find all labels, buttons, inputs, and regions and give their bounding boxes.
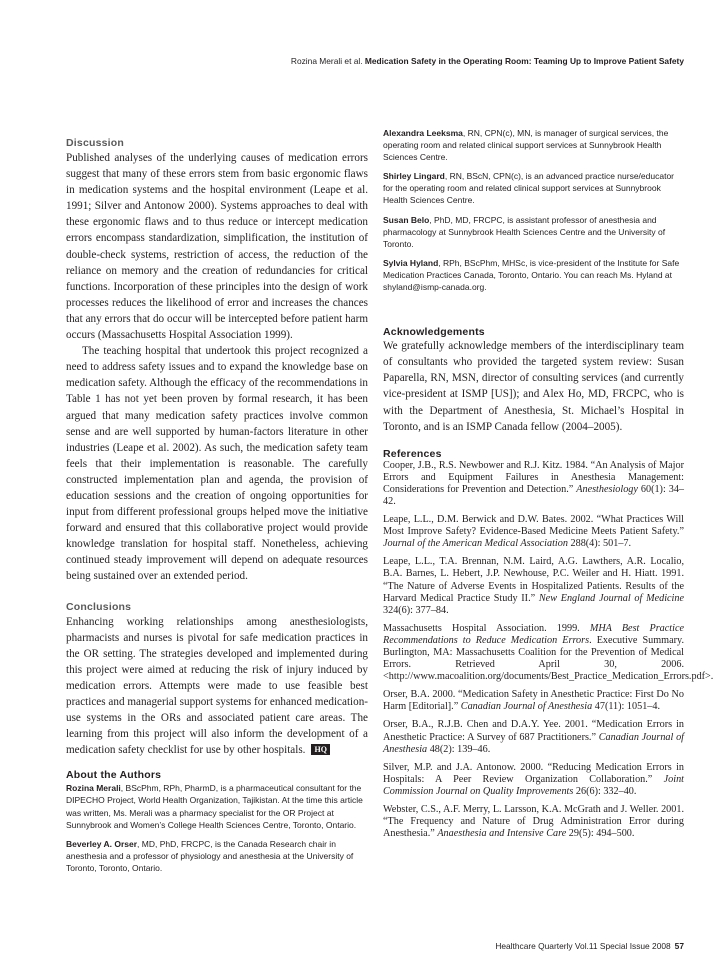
reference-text: . Executive Summary. Burlington, MA: Massachusetts Coalition for the Prevention of Medical Errors. Retrieved April 30, 2006. <http://www.macoalition.org/documents/Best_Practice_Medication_Errors.pdf>. <box>383 634 714 683</box>
acknowledgements-text: We gratefully acknowledge members of the interdisciplinary team of consultants who provided the targeted system review: Susan Paparella, RN, MSN, director of consulting services (and currently vice-president at ISMP [US]); and Alex Ho, MD, FRCPC, who is with the Department of Anesthesia, St. Michael’s Hospital in Toronto, and is an ISMP Canada fellow (2004–2005). <box>383 340 684 433</box>
reference-text: 29(5): 494–500. <box>566 828 635 840</box>
reference-item <box>383 622 714 683</box>
author-name: Beverley A. Orser <box>66 838 138 849</box>
footer-journal: Healthcare Quarterly Vol.11 Special Issue 2008 <box>495 941 671 951</box>
reference-text: Orser, B.A. 2000. “Medication Safety in Anesthetic Practice: First Do No Harm [Editorial].” <box>383 689 684 713</box>
author-bio-text: , RN, BScN, CPN(c), is an advanced practice nurse/educator for the operating room and related clinical support services at Sunnybrook Health Sciences Centre. <box>383 171 674 206</box>
reference-item <box>383 762 684 798</box>
reference-item <box>383 556 684 616</box>
reference-journal: Canadian Journal of Anesthesia <box>383 731 684 755</box>
reference-text: 47(11): 1051–4. <box>592 701 661 713</box>
author-name: Alexandra Leeksma <box>383 128 463 138</box>
author-name: Shirley Lingard <box>383 171 445 182</box>
conclusions-paragraph <box>66 614 368 759</box>
author-bio <box>383 214 684 250</box>
running-head <box>24 56 684 66</box>
conclusions-text: Enhancing working relationships among anesthesiologists, pharmacists and nurses is pivotal for safe medication practices in the OR setting. The strategies developed and implemented during this project were aimed at reducing the risk of injury induced by medication errors. Attempts were made to use feasible best practices and managerial support systems for enhanced medication-use systems in the ORs and associated patient care areas. The learning from this project will also inform the development of a medication safety checklist for use by other hospitals. <box>66 615 368 757</box>
reference-item <box>383 689 684 713</box>
reference-journal: Anaesthesia and Intensive Care <box>437 828 567 840</box>
reference-text: 26(6): 332–40. <box>573 785 637 797</box>
author-bio-text: , PhD, MD, FRCPC, is assistant professor of anesthesia and pharmacology at Sunnybrook Health Sciences Centre and the University of Toronto. <box>383 214 666 249</box>
right-column <box>383 127 714 840</box>
author-bio <box>383 257 684 293</box>
page-number: 57 <box>674 941 684 951</box>
author-bio-text: , BScPhm, RPh, PharmD, is a pharmaceutical consultant for the DIPECHO Project, World Health Organization, Tajikistan. At the time this article was written, Ms. Merali was a pharmacy specialist for the OR Project at Sunnybrook and Women’s College Health Sciences Centre, Toronto, Ontario. <box>66 783 363 830</box>
about-authors-heading: About the Authors <box>66 769 162 782</box>
reference-text: Orser, B.A., R.J.B. Chen and D.A.Y. Yee. 2001. “Medication Errors in Anesthetic Practice: A Survey of 687 Practitioners.” <box>383 719 684 743</box>
discussion-paragraph-1: Published analyses of the underlying causes of medication errors suggest that many of these errors stem from basic ergonomic flaws in medication systems and the hospital environment (Leape et al. 1991; Silver and Antonow 2000). Systems approaches to deal with these ergonomic flaws and to thus reduce or intercept medication errors encompass standardization, simplification, the institution of double-check systems, restriction of access, the reduction of the reliance on memory and the creation of redundancies for critical functions. Incorporation of these principles into the design of work processes reduces the likelihood of error and increases the chances that any errors that do occur will be intercepted before patient harm occurs (Massachusetts Hospital Association 1999). <box>66 152 368 342</box>
hq-logo-badge: HQ <box>311 744 329 755</box>
reference-journal: Anesthesiology <box>576 483 638 495</box>
author-bio <box>66 838 368 874</box>
reference-item <box>383 460 684 508</box>
reference-journal: New England Journal of Medicine <box>538 592 684 604</box>
reference-text: Silver, M.P. and J.A. Antonow. 2000. “Reducing Medication Errors in Hospitals: A Peer Review Organization Collaboration.” <box>383 761 684 785</box>
author-bio <box>383 127 684 163</box>
references-list <box>383 459 714 841</box>
reference-journal: Canadian Journal of Anesthesia <box>460 701 593 713</box>
author-bio-text: , RN, CPN(c), MN, is manager of surgical services, the operating room and related clinical support services at Sunnybrook Health Sciences Centre. <box>383 128 669 163</box>
discussion-paragraph-2: The teaching hospital that undertook this project recognized a need to address safety issues and to expand the knowledge base on medication safety. Although the efficacy of the recommendations in Table 1 has not yet been proven by formal research, it has been argued that many medication safety practices involve common sense and are well supported by human-factors literature in other industries (Leape et al. 2002). As such, the medication safety team feels that their implementation is reasonable. The carefully constructed implementation plan and agenda, the provision of education sessions and the creation of ongoing opportunities for input from different professional groups helped move the initiative forward and ensured that this collaborative project would provide knowledge translation for hospital staff. Nonetheless, achieving continued steady improvement will depend on adequate resources being sustained over an extended period. <box>66 345 368 583</box>
reference-item <box>383 514 684 550</box>
author-bio-text: , RPh, BScPhm, MHSc, is vice-president of the Institute for Safe Medication Practices Canada, Toronto, Ontario. You can reach Ms. Hyland at shyland@ismp-canada.org. <box>383 257 680 293</box>
reference-journal: MHA Best Practice Recommendations to Reduce Medication Errors <box>383 622 684 646</box>
author-bio-text: , MD, PhD, FRCPC, is the Canada Research chair in anesthesia and a professor of physiology and anesthesia at the University of Toronto, Toronto, Ontario. <box>66 838 354 873</box>
reference-journal: Joint Commission Journal on Quality Improvements <box>383 773 684 797</box>
author-name: Sylvia Hyland <box>383 257 439 268</box>
page-footer <box>495 941 684 951</box>
author-bio <box>66 782 368 830</box>
discussion-heading: Discussion <box>66 137 125 149</box>
reference-text: Webster, C.S., A.F. Merry, L. Larsson, K.A. McGrath and J. Weller. 2001. “The Frequency and Nature of Drug Administration Error during Anesthesia.” <box>383 804 684 840</box>
author-name: Rozina Merali <box>66 783 121 794</box>
running-head-authors: Rozina Merali et al. <box>290 56 363 66</box>
left-column <box>66 137 368 874</box>
reference-text: Leape, L.L., T.A. Brennan, N.M. Laird, A.G. Lawthers, A.R. Localio, B.A. Barnes, L. Hebert, J.P. Newhouse, P.C. Weiler and H. Hiatt. 1991. “The Nature of Adverse Events in Hospitalized Patients. Results of the Harvard Medical Practice Study II.” <box>383 556 684 604</box>
acknowledgements-heading: Acknowledgements <box>383 326 485 339</box>
reference-item <box>383 804 684 840</box>
reference-text: 60(1): 34–42. <box>383 483 685 507</box>
running-head-title: Medication Safety in the Operating Room: Teaming Up to Improve Patient Safety <box>364 56 684 66</box>
reference-text: 48(2): 139–46. <box>427 743 491 755</box>
reference-item <box>383 719 684 755</box>
reference-text: Leape, L.L., D.M. Berwick and D.W. Bates. 2002. “What Practices Will Most Improve Safety? Evidence-Based Medicine Meets Patient Safety.” <box>383 514 684 538</box>
author-bio <box>383 170 684 206</box>
reference-text: 288(4): 501–7. <box>567 538 632 550</box>
reference-text: 324(6): 377–84. <box>383 604 449 616</box>
references-heading: References <box>383 447 442 460</box>
author-name: Susan Belo <box>383 214 430 225</box>
reference-text: Massachusetts Hospital Association. 1999. <box>383 622 590 634</box>
conclusions-heading: Conclusions <box>66 600 132 613</box>
reference-text: Cooper, J.B., R.S. Newbower and R.J. Kitz. 1984. “An Analysis of Major Errors and Equipment Failures in Anesthesia Management: Considerations for Prevention and Detection.” <box>383 459 684 495</box>
reference-journal: Journal of the American Medical Association <box>383 538 568 550</box>
